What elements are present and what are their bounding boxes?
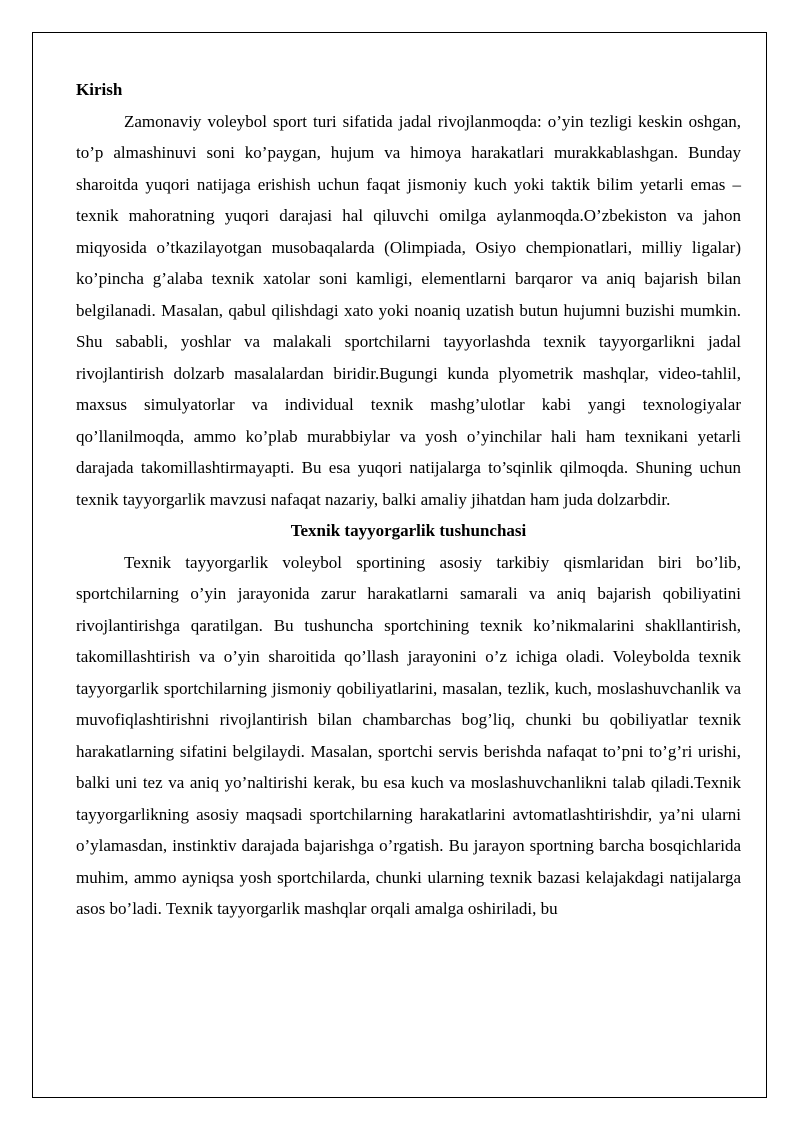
paragraph-texnik-tayyorgarlik: Texnik tayyorgarlik voleybol sportining asosiy tarkibiy qismlaridan biri bo’lib, sportchilarning o’yin jarayonida zarur harakatlarni samarali va aniq bajarish qobiliyatini rivojlantirishga qaratilgan. Bu tushuncha sportchining texnik ko’nikmalarini shakllantirish, takomillashtirish va o’yin sharoitida qo’llash jarayonini o’z ichiga oladi. Voleybolda texnik tayyorgarlik sportchilarning jismoniy qobiliyatlarini, masalan, tezlik, kuch, moslashuvchanlik va muvofiqlashtirishni rivojlantirish bilan chambarchas bog’liq, chunki bu qobiliyatlar texnik harakatlarning sifatini belgilaydi. Masalan, sportchi servis berishda nafaqat to’pni to’g’ri urishi, balki uni tez va aniq yo’naltirishi kerak, bu esa kuch va moslashuvchanlikni talab qiladi.Texnik tayyorgarlikning asosiy maqsadi sportchilarning harakatlarini avtomatlashtirishdir, ya’ni ularni o’ylamasdan, instinktiv darajada bajarishga o’rgatish. Bu jarayon sportning barcha bosqichlarida muhim, ammo ayniqsa yosh sportchilarda, chunki ularning texnik bazasi kelajakdagi natijalarga asos bo’ladi. Texnik tayyorgarlik mashqlar orqali amalga oshiriladi, bu bbox=[76, 552, 741, 918]
document-body bbox=[76, 74, 741, 925]
section-heading-texnik-tayyorgarlik: Texnik tayyorgarlik tushunchasi bbox=[290, 521, 527, 540]
section-heading-kirish: Kirish bbox=[76, 80, 123, 99]
paragraph-intro: Zamonaviy voleybol sport turi sifatida jadal rivojlanmoqda: o’yin tezligi keskin oshgan, to’p almashinuvi soni ko’paygan, hujum va himoya harakatlari murakkablashgan. Bunday sharoitda yuqori natijaga erishish uchun faqat jismoniy kuch yoki taktik bilim yetarli emas – texnik mahoratning yuqori darajasi hal qiluvchi omilga aylanmoqda.O’zbekiston va jahon miqyosida o’tkazilayotgan musobaqalarda (Olimpiada, Osiyo chempionatlari, milliy ligalar) ko’pincha g’alaba texnik xatolar soni kamligi, elementlarni barqaror va aniq bajarish bilan belgilanadi. Masalan, qabul qilishdagi xato yoki noaniq uzatish butun hujumni buzishi mumkin. Shu sababli, yoshlar va malakali sportchilarni tayyorlashda texnik tayyorgarlikni jadal rivojlantirish dolzarb masalalardan biridir.Bugungi kunda plyometrik mashqlar, video-tahlil, maxsus simulyatorlar va individual texnik mashg’ulotlar kabi yangi texnologiyalar qo’llanilmoqda, ammo ko’plab murabbiylar va yosh o’yinchilar hali ham texnikani yetarli darajada takomillashtirmayapti. Bu esa yuqori natijalarga to’sqinlik qilmoqda. Shuning uchun texnik tayyorgarlik mavzusi nafaqat nazariy, balki amaliy jihatdan ham juda dolzarbdir. bbox=[76, 111, 741, 509]
